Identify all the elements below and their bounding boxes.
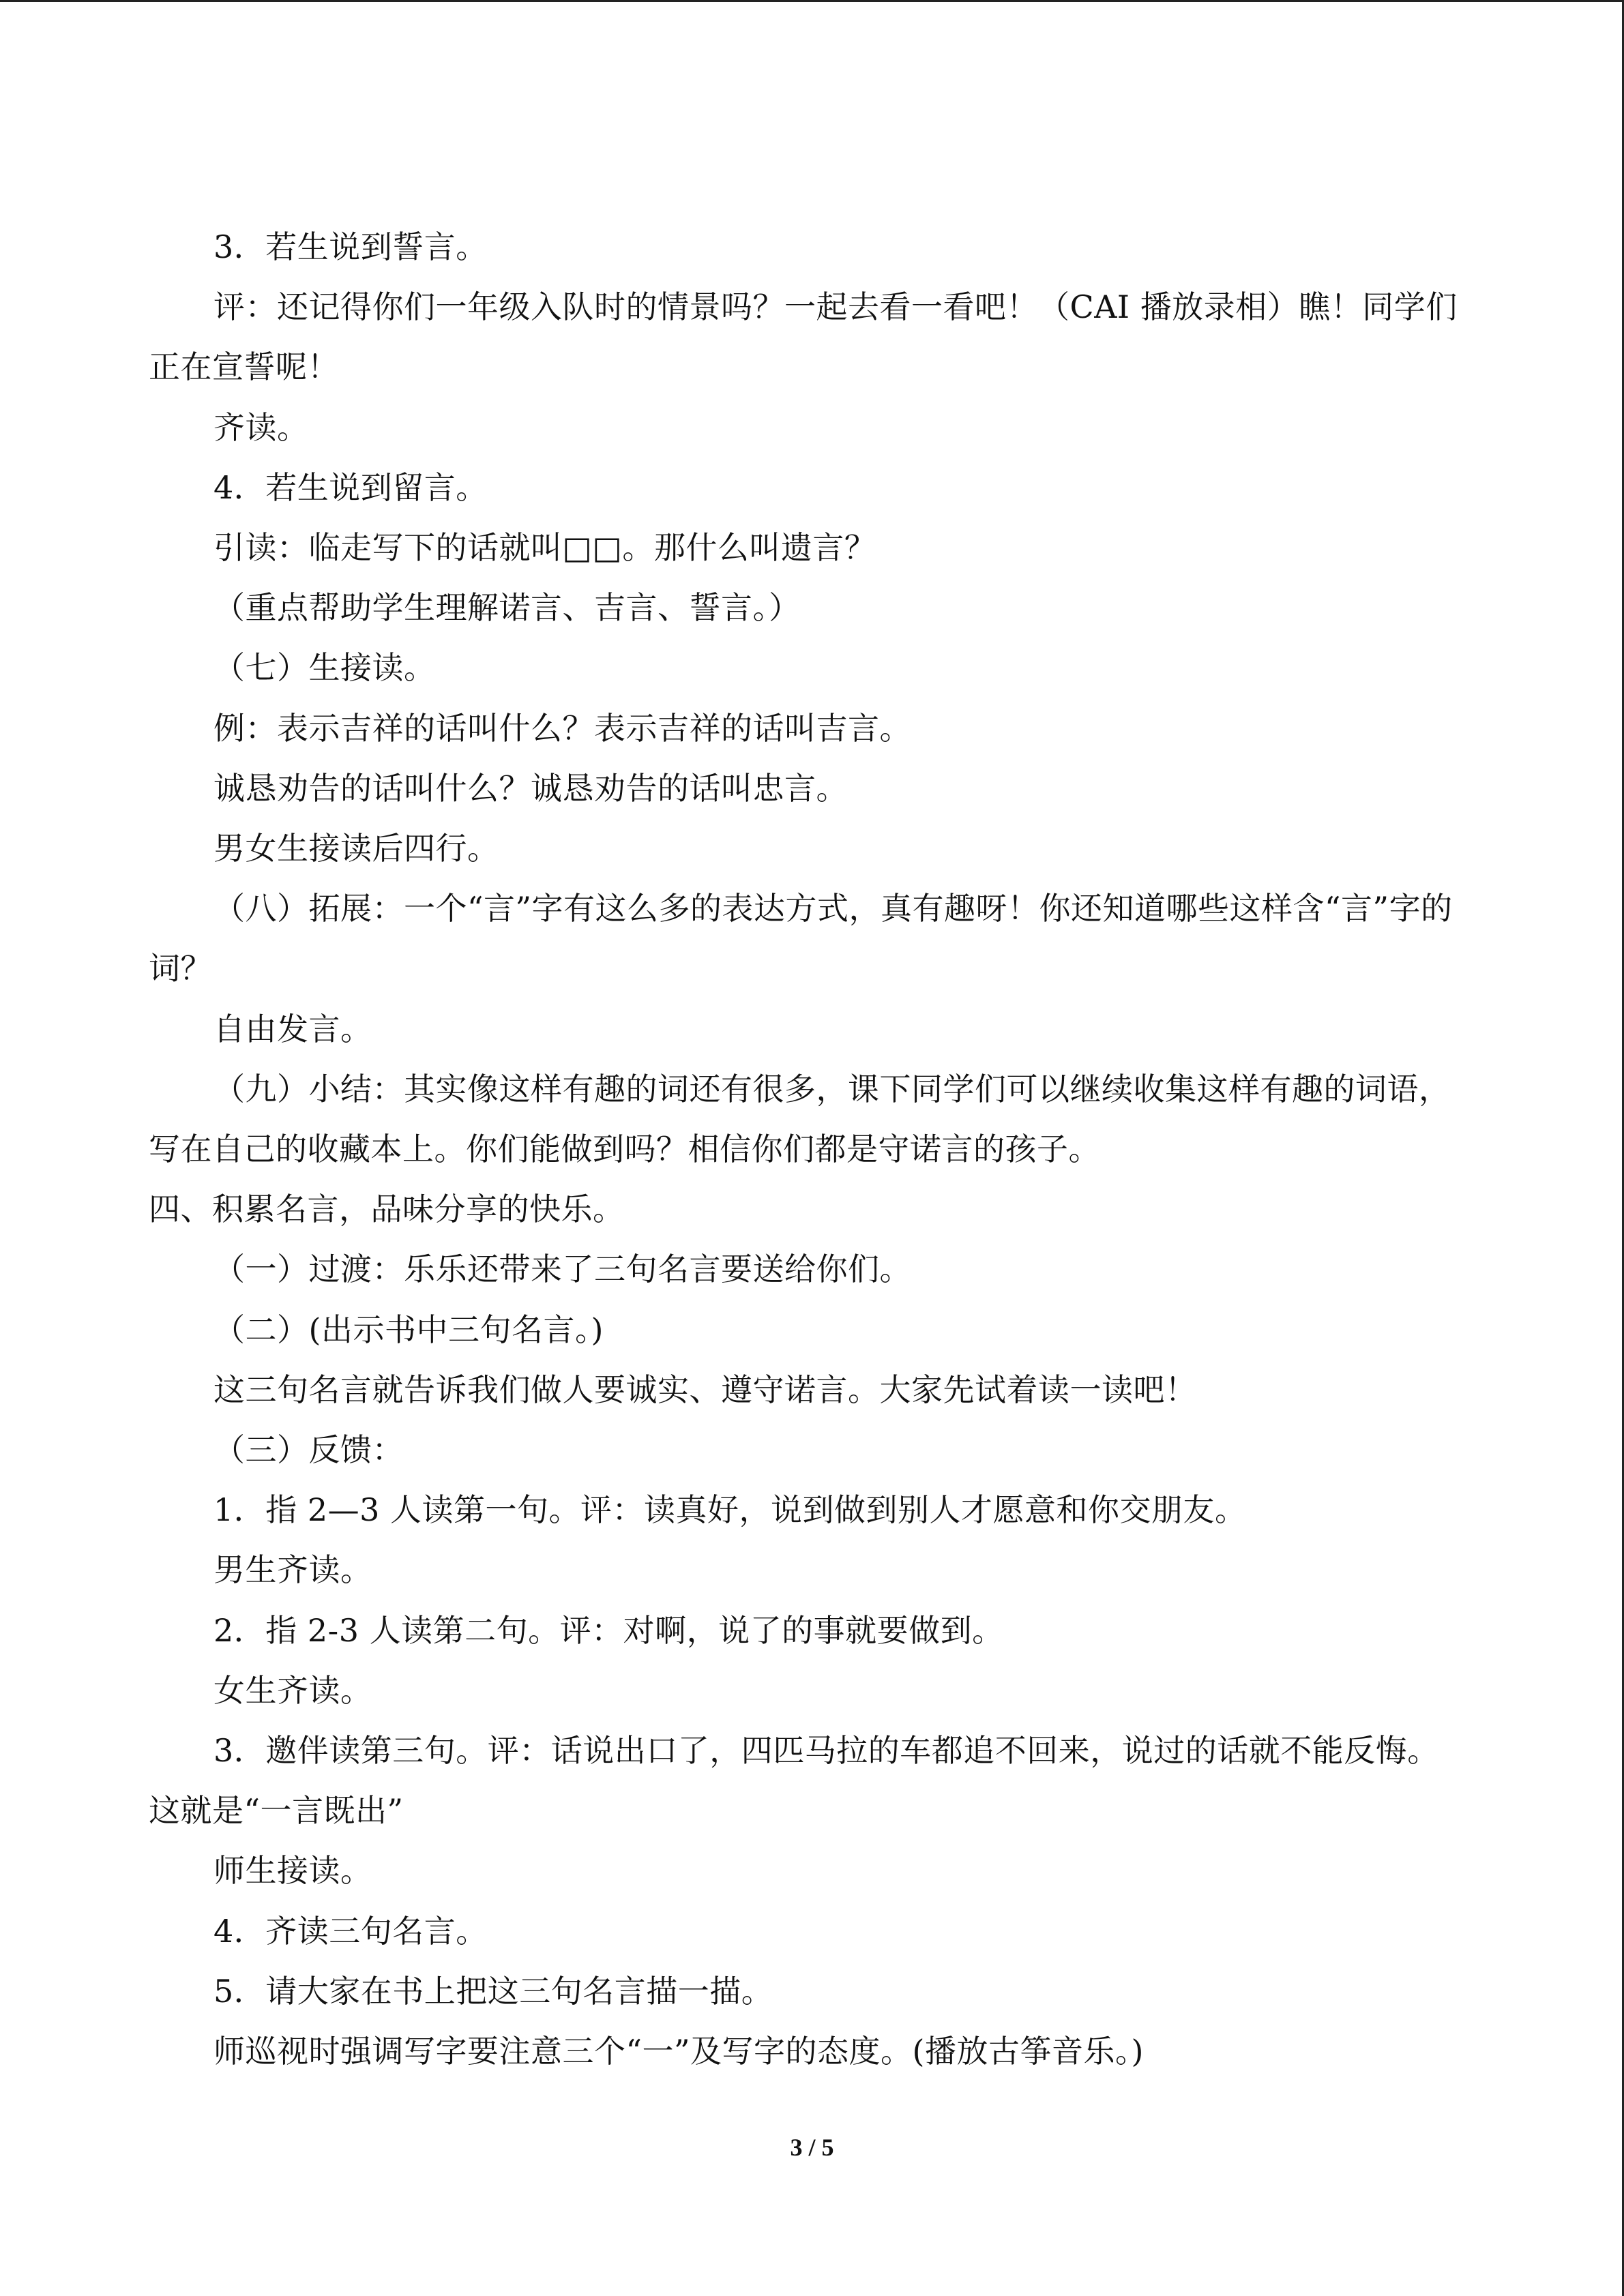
section-heading: 四、积累名言，品味分享的快乐。 bbox=[149, 1191, 625, 1228]
paragraph: （重点帮助学生理解诺言、吉言、誓言。） bbox=[213, 589, 801, 627]
paragraph: （二）(出示书中三句名言。) bbox=[213, 1311, 604, 1348]
paragraph: 自由发言。 bbox=[213, 1010, 372, 1047]
paragraph: （八）拓展：一个“言”字有这么多的表达方式，真有趣呀！你还知道哪些这样含“言”字的词？ bbox=[149, 890, 1453, 987]
paragraph: 引读：临走写下的话就叫□□。那什么叫遗言？ bbox=[213, 529, 876, 567]
paragraph: 3．邀伴读第三句。评：话说出口了，四匹马拉的车都追不回来，说过的话就不能反悔。这就是“一言既出” bbox=[149, 1732, 1439, 1830]
paragraph: 这三句名言就告诉我们做人要诚实、遵守诺言。大家先试着读一读吧！ bbox=[213, 1371, 1197, 1408]
paragraph: 男女生接读后四行。 bbox=[213, 830, 499, 867]
paragraph: 1．指 2—3 人读第一句。评：读真好，说到做到别人才愿意和你交朋友。 bbox=[213, 1491, 1247, 1529]
paragraph: 男生齐读。 bbox=[213, 1551, 372, 1589]
document-body bbox=[149, 217, 1468, 2081]
paragraph: 齐读。 bbox=[213, 408, 309, 446]
paragraph: 例：表示吉祥的话叫什么？表示吉祥的话叫吉言。 bbox=[213, 709, 911, 747]
paragraph: 5．请大家在书上把这三句名言描一描。 bbox=[213, 1972, 773, 2010]
paragraph: 评：还记得你们一年级入队时的情景吗？一起去看一看吧！（CAI 播放录相）瞧！同学们正在宣誓呢！ bbox=[149, 288, 1458, 386]
top-border bbox=[0, 0, 1624, 2]
paragraph: 4．齐读三句名言。 bbox=[213, 1912, 488, 1950]
page-number: 3 / 5 bbox=[790, 2134, 834, 2161]
paragraph: 4．若生说到留言。 bbox=[213, 468, 488, 506]
paragraph: （七）生接读。 bbox=[213, 649, 436, 687]
paragraph: 师生接读。 bbox=[213, 1852, 372, 1890]
paragraph: 师巡视时强调写字要注意三个“一”及写字的态度。(播放古筝音乐。) bbox=[213, 2033, 1144, 2070]
paragraph: 诚恳劝告的话叫什么？诚恳劝告的话叫忠言。 bbox=[213, 769, 848, 807]
paragraph: （一）过渡：乐乐还带来了三句名言要送给你们。 bbox=[213, 1251, 911, 1288]
paragraph: （九）小结：其实像这样有趣的词还有很多，课下同学们可以继续收集这样有趣的词语，写在自己的收藏本上。你们能做到吗？相信你们都是守诺言的孩子。 bbox=[149, 1070, 1451, 1168]
paragraph: 3．若生说到誓言。 bbox=[213, 228, 488, 265]
paragraph: （三）反馈： bbox=[213, 1431, 404, 1469]
paragraph: 2．指 2-3 人读第二句。评：对啊，说了的事就要做到。 bbox=[213, 1611, 1004, 1649]
paragraph: 女生齐读。 bbox=[213, 1671, 372, 1709]
